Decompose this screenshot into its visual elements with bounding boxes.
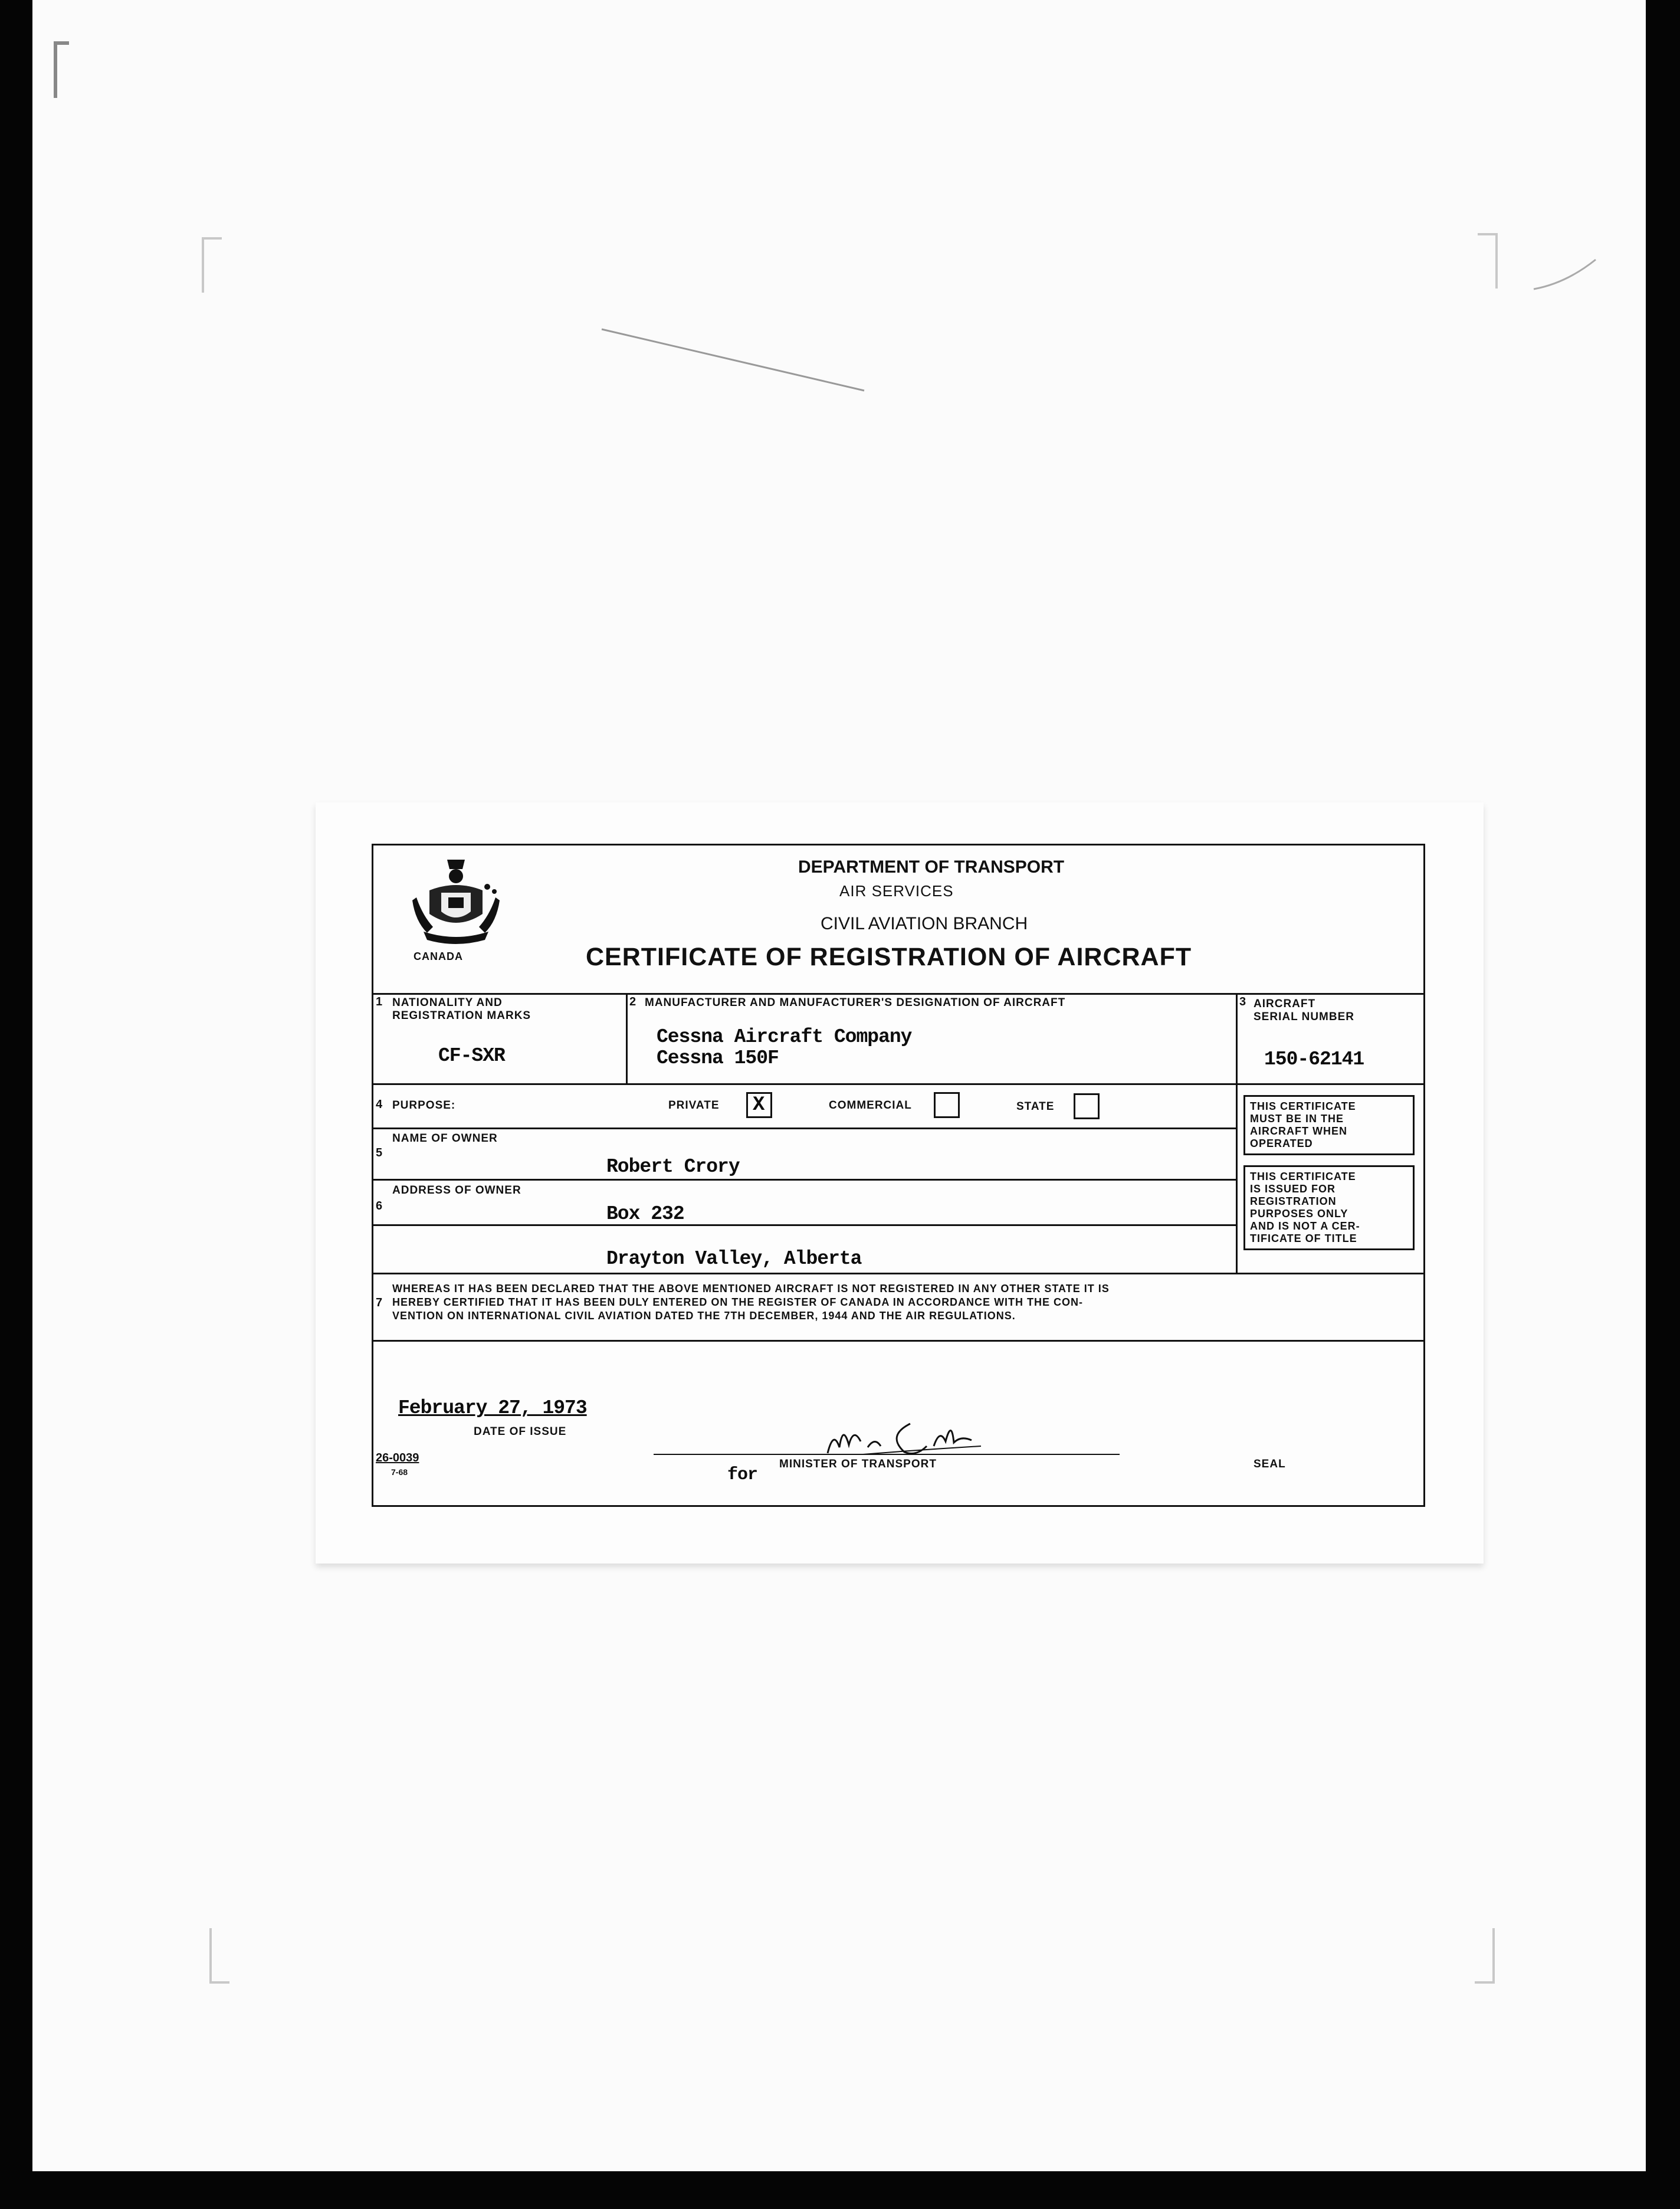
field7-number: 7	[376, 1296, 383, 1309]
certificate-title: CERTIFICATE OF REGISTRATION OF AIRCRAFT	[586, 943, 1192, 971]
field3-label-line1: AIRCRAFT	[1254, 998, 1316, 1010]
scratch-line	[599, 325, 870, 395]
declaration-line1: WHEREAS IT HAS BEEN DECLARED THAT THE ABOVE MENTIONED AIRCRAFT IS NOT REGISTERED IN ANY OTHER STATE IT IS	[392, 1283, 1110, 1294]
signature-line	[654, 1454, 1120, 1455]
declaration-line3: VENTION ON INTERNATIONAL CIVIL AVIATION DATED THE 7TH DECEMBER, 1944 AND THE AIR REGULATIONS.	[392, 1310, 1016, 1322]
certificate-frame	[372, 844, 1425, 1507]
declaration-line2: HEREBY CERTIFIED THAT IT HAS BEEN DULY ENTERED ON THE REGISTER OF CANADA IN ACCORDANCE WITH THE CON-	[392, 1296, 1084, 1308]
state-label: STATE	[1016, 1100, 1055, 1113]
issue-date-value: February 27, 1973	[398, 1397, 587, 1419]
private-checkbox[interactable]	[746, 1092, 772, 1118]
field5-number: 5	[376, 1146, 383, 1159]
serial-number-value: 150-62141	[1264, 1048, 1364, 1070]
crop-mark-top-right	[1478, 233, 1498, 289]
purpose-label: PURPOSE:	[392, 1099, 456, 1112]
crest-caption: CANADA	[414, 951, 463, 962]
field4-number: 4	[376, 1098, 383, 1111]
field2-label: MANUFACTURER AND MANUFACTURER'S DESIGNATION OF AIRCRAFT	[645, 997, 1066, 1009]
seal-label: SEAL	[1254, 1458, 1286, 1470]
form-number: 26-0039	[376, 1451, 419, 1464]
private-label: PRIVATE	[668, 1099, 720, 1112]
field3-number: 3	[1239, 995, 1246, 1008]
field1-number: 1	[376, 995, 383, 1008]
rule-under-owner-name	[373, 1179, 1236, 1181]
branch-subtitle: CIVIL AVIATION BRANCH	[821, 914, 1028, 933]
field3-label-line2: SERIAL NUMBER	[1254, 1011, 1354, 1023]
registration-marks-value: CF-SXR	[438, 1045, 505, 1067]
rule-under-purpose	[373, 1128, 1236, 1129]
date-of-issue-label: DATE OF ISSUE	[474, 1425, 567, 1438]
certificate-card	[316, 802, 1484, 1564]
field1-label-line1: NATIONALITY AND	[392, 997, 503, 1009]
department-title: DEPARTMENT OF TRANSPORT	[798, 857, 1065, 877]
minister-label: MINISTER OF TRANSPORT	[779, 1458, 937, 1470]
field1-label-line2: REGISTRATION MARKS	[392, 1010, 531, 1022]
address-line1-value: Box 232	[606, 1203, 684, 1225]
field6-number: 6	[376, 1199, 383, 1212]
field2-number: 2	[629, 995, 636, 1008]
rule-under-address	[373, 1273, 1423, 1274]
owner-address-label: ADDRESS OF OWNER	[392, 1184, 521, 1197]
form-date: 7-68	[391, 1467, 408, 1477]
crop-mark-bottom-right	[1475, 1928, 1495, 1984]
crop-mark-top-left	[202, 237, 222, 293]
canada-coat-of-arms-icon	[406, 856, 506, 956]
designation-value: Cessna 150F	[657, 1047, 779, 1069]
commercial-checkbox[interactable]	[934, 1092, 960, 1118]
services-subtitle: AIR SERVICES	[839, 882, 954, 900]
operated-notice: THIS CERTIFICATE MUST BE IN THE AIRCRAFT WHEN OPERATED	[1243, 1095, 1415, 1155]
owner-name-label: NAME OF OWNER	[392, 1132, 498, 1145]
divider-field1	[626, 993, 628, 1083]
photocopy-sheet	[32, 0, 1646, 2171]
owner-name-value: Robert Crory	[606, 1156, 740, 1178]
minister-signature-text	[845, 1435, 881, 1444]
state-checkbox[interactable]	[1074, 1093, 1100, 1119]
rule-under-header	[373, 993, 1423, 995]
rule-under-row1	[373, 1083, 1423, 1085]
address-line2-value: Drayton Valley, Alberta	[606, 1248, 862, 1270]
scratch-arc	[1531, 254, 1602, 295]
crop-mark-bottom-left	[209, 1928, 229, 1984]
manufacturer-value: Cessna Aircraft Company	[657, 1026, 912, 1048]
for-text: for	[727, 1465, 758, 1485]
registration-purpose-notice: THIS CERTIFICATE IS ISSUED FOR REGISTRATION PURPOSES ONLY AND IS NOT A CER- TIFICATE OF TITLE	[1243, 1165, 1415, 1250]
private-check-mark: X	[753, 1094, 764, 1116]
rule-mid-address	[373, 1224, 1236, 1226]
divider-field3	[1236, 993, 1238, 1273]
rule-under-declaration	[373, 1340, 1423, 1342]
commercial-label: COMMERCIAL	[829, 1099, 912, 1112]
crop-mark-top-left-outer	[54, 41, 69, 98]
